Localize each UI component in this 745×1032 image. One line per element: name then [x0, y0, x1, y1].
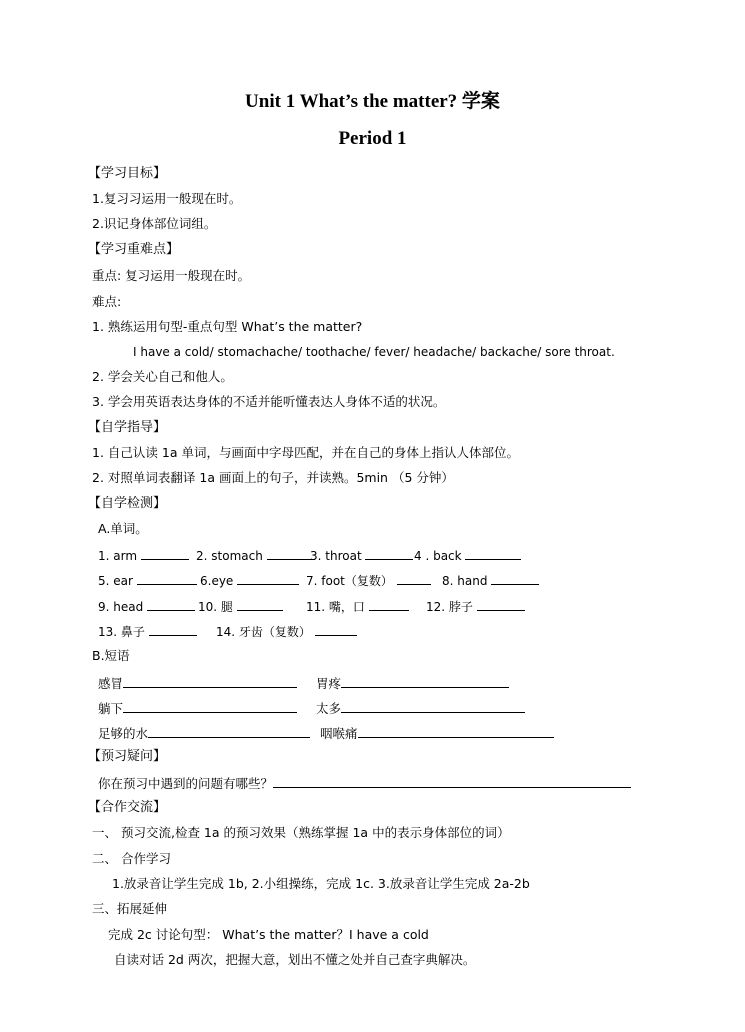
phrase-item: 咽喉痛: [320, 724, 554, 742]
word-item: 5. ear: [98, 572, 197, 588]
difficult-3: 3. 学会用英语表达身体的不适并能听懂表达人身体不适的状况。: [92, 394, 446, 409]
word-item: 3. throat: [310, 547, 413, 563]
goal-item-1: 1.复习习运用一般现在时。: [92, 191, 242, 206]
word-item: 8. hand: [442, 572, 539, 588]
word-item: 12. 脖子: [426, 598, 525, 615]
word-item: 9. head: [98, 598, 195, 614]
blank-line[interactable]: [341, 700, 525, 713]
blank-line[interactable]: [141, 547, 189, 560]
phrases-label: B.短语: [92, 648, 130, 663]
guide-2: 2. 对照单词表翻译 1a 画面上的句子，并读熟。5min （5 分钟）: [92, 470, 454, 485]
selftest-heading: 【自学检测】: [88, 496, 167, 511]
word-item: 7. foot（复数）: [306, 572, 431, 589]
blank-line[interactable]: [273, 775, 631, 788]
period-title: Period 1: [338, 128, 407, 149]
goal-item-2: 2.识记身体部位词组。: [92, 216, 217, 231]
blank-line[interactable]: [137, 572, 197, 585]
word-item: 4 . back: [414, 547, 521, 563]
blank-line[interactable]: [147, 598, 195, 611]
blank-line[interactable]: [365, 547, 413, 560]
blank-line[interactable]: [123, 675, 297, 688]
word-item: 2. stomach: [196, 547, 315, 563]
word-item: 14. 牙齿（复数）: [216, 623, 357, 640]
cooperation-step-2-items: 1.放录音让学生完成 1b, 2.小组操练，完成 1c. 3.放录音让学生完成 2a-2b: [112, 876, 530, 891]
cooperation-step-3: 三、拓展延伸: [92, 901, 168, 916]
difficult-label: 难点:: [92, 294, 122, 309]
blank-line[interactable]: [491, 572, 539, 585]
phrase-item: 足够的水: [98, 724, 310, 742]
difficult-2: 2. 学会关心自己和他人。: [92, 369, 233, 384]
word-item: 11. 嘴，口: [306, 598, 409, 615]
cooperation-step-3-line-1: 完成 2c 讨论句型： What’s the matter？I have a cold: [108, 927, 429, 942]
preview-heading: 【预习疑问】: [88, 749, 167, 764]
blank-line[interactable]: [149, 623, 197, 636]
keypoints-heading: 【学习重难点】: [88, 242, 180, 257]
phrase-item: 躺下: [98, 699, 297, 717]
cooperation-step-3-line-2: 自读对话 2d 两次，把握大意，划出不懂之处并自己查字典解决。: [114, 952, 476, 967]
word-item: 13. 鼻子: [98, 623, 197, 640]
blank-line[interactable]: [341, 675, 509, 688]
word-item: 6.eye: [200, 572, 299, 588]
word-item: 1. arm: [98, 547, 189, 563]
blank-line[interactable]: [123, 700, 297, 713]
phrase-item: 胃疼: [316, 674, 509, 692]
words-label: A.单词。: [98, 521, 148, 536]
cooperation-step-2: 二、 合作学习: [92, 851, 171, 866]
blank-line[interactable]: [369, 598, 409, 611]
preview-question: 你在预习中遇到的问题有哪些？: [98, 775, 631, 792]
difficult-1-sentences: I have a cold/ stomachache/ toothache/ fever/ headache/ backache/ sore throat.: [133, 345, 615, 359]
phrase-item: 太多: [316, 699, 525, 717]
key-point: 重点: 复习运用一般现在时。: [92, 268, 251, 283]
blank-line[interactable]: [148, 725, 310, 738]
selfguide-heading: 【自学指导】: [88, 420, 167, 435]
blank-line[interactable]: [237, 572, 299, 585]
guide-1: 1. 自己认读 1a 单词，与画面中字母匹配，并在自己的身体上指认人体部位。: [92, 445, 519, 460]
blank-line[interactable]: [397, 572, 431, 585]
page-title: Unit 1 What’s the matter? 学案: [245, 91, 500, 112]
blank-line[interactable]: [465, 547, 521, 560]
goals-heading: 【学习目标】: [88, 166, 167, 181]
blank-line[interactable]: [237, 598, 283, 611]
phrase-item: 感冒: [98, 674, 297, 692]
blank-line[interactable]: [358, 725, 554, 738]
blank-line[interactable]: [267, 547, 315, 560]
blank-line[interactable]: [477, 598, 525, 611]
cooperation-step-1: 一、 预习交流,检查 1a 的预习效果（熟练掌握 1a 中的表示身体部位的词）: [92, 825, 510, 840]
blank-line[interactable]: [315, 623, 357, 636]
cooperation-heading: 【合作交流】: [88, 800, 167, 815]
word-item: 10. 腿: [198, 598, 283, 615]
difficult-1: 1. 熟练运用句型-重点句型 What’s the matter?: [92, 319, 363, 334]
